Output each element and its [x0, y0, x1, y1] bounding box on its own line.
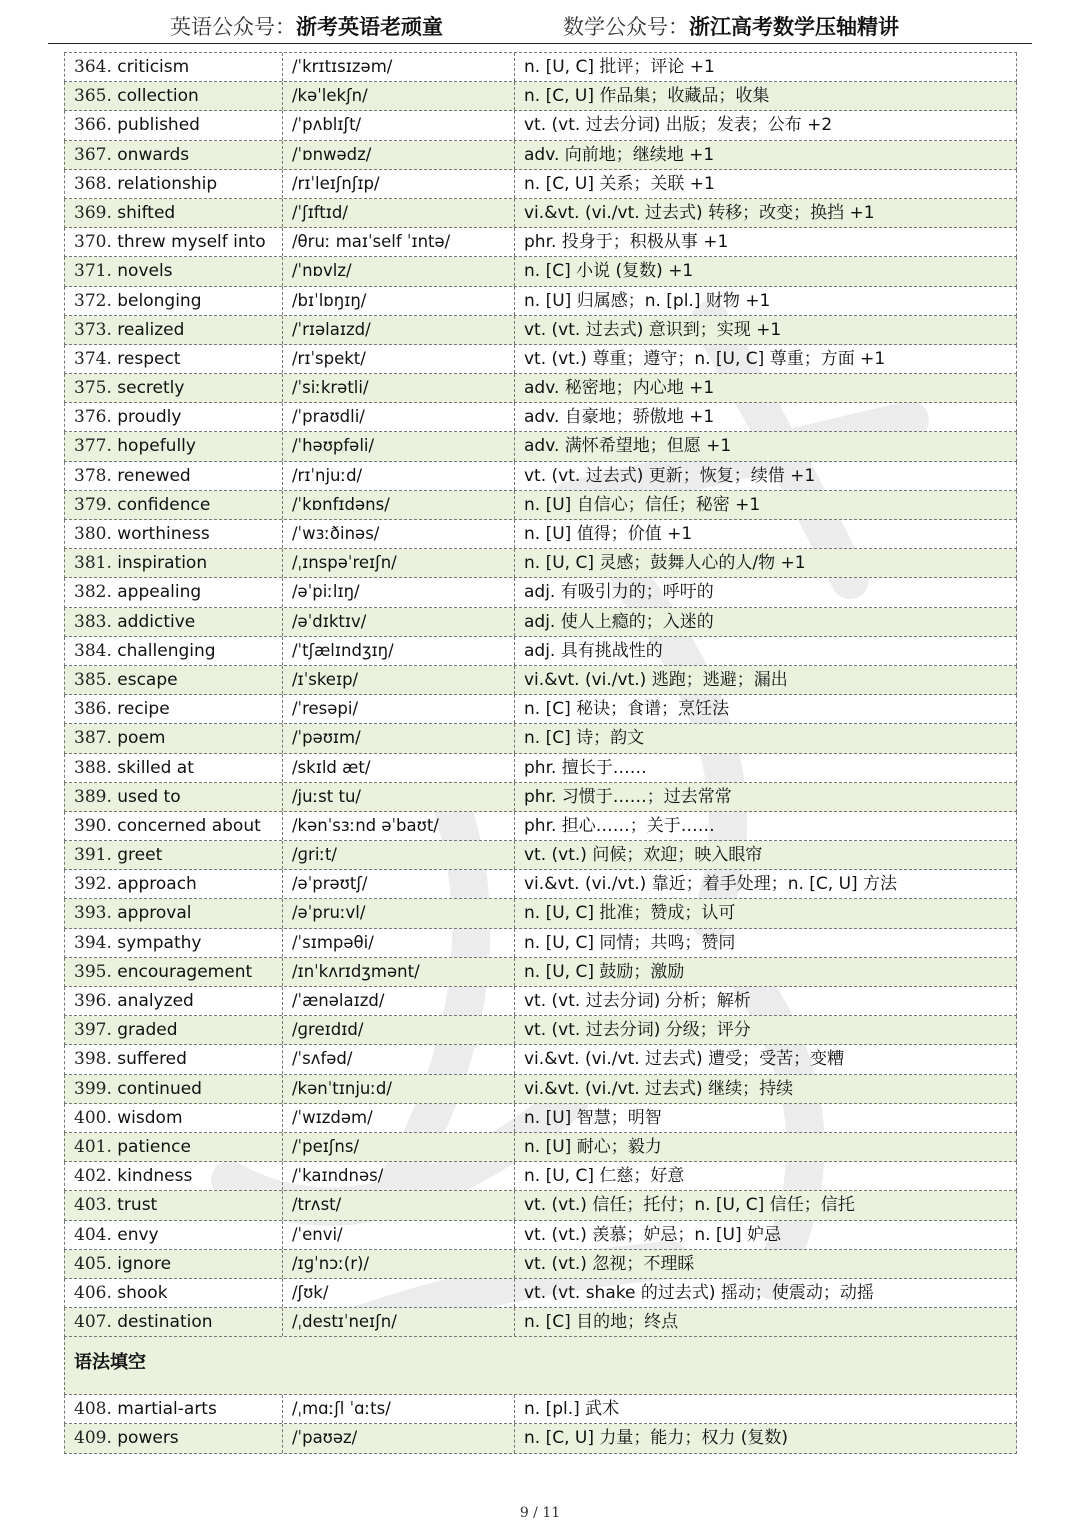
word-cell: [65, 608, 283, 636]
entry-number: 369.: [74, 202, 112, 223]
phonetic-cell: /rɪˈnjuːd/: [283, 462, 515, 490]
table-row: [64, 111, 1017, 140]
definition-cell: phr. 投身于；积极从事 +1: [524, 232, 729, 253]
definition-cell: vt. (vt. 过去式) 更新；恢复；续借 +1: [524, 465, 816, 486]
entry-word: shook: [117, 1282, 168, 1303]
entry-number: 389.: [74, 786, 112, 807]
entry-word: threw myself into: [117, 232, 266, 253]
english-account-prefix: 英语公众号：: [170, 15, 296, 39]
table-row: [64, 754, 1017, 783]
definition-cell: n. [U, C] 批准；赞成；认可: [524, 903, 736, 924]
table-row: [64, 1162, 1017, 1191]
definition-cell: n. [U, C] 鼓励；激励: [524, 961, 685, 982]
definition-cell: n. [U, C] 批评；评论 +1: [524, 57, 715, 77]
page-header: [0, 0, 1080, 44]
phonetic-cell: /ˈresəpi/: [283, 695, 515, 723]
entry-number: 370.: [74, 232, 112, 253]
phonetic-cell: /ˈtʃælɪndʒɪŋ/: [283, 637, 515, 665]
phonetic-cell: /ɡreɪdɪd/: [283, 1016, 515, 1044]
entry-word: relationship: [117, 173, 218, 194]
entry-number: 374.: [74, 348, 112, 369]
entry-number: 408.: [74, 1399, 112, 1420]
phonetic-cell: /ˈpraʊdli/: [283, 403, 515, 431]
entry-number: 405.: [74, 1253, 112, 1274]
table-row: [64, 82, 1017, 111]
definition-cell: vt. (vt. shake 的过去式) 摇动；使震动；动摇: [524, 1282, 874, 1303]
table-row: [64, 257, 1017, 286]
phonetic-cell: /ˈʃɪftɪd/: [283, 199, 515, 227]
entry-number: 396.: [74, 991, 112, 1011]
entry-word: shifted: [117, 202, 176, 223]
word-cell: [65, 257, 283, 285]
word-cell: [65, 841, 283, 869]
word-cell: [65, 1279, 283, 1307]
entry-number: 379.: [74, 494, 112, 515]
table-row: [64, 287, 1017, 316]
entry-number: 373.: [74, 319, 112, 340]
entry-word: approval: [117, 903, 192, 924]
word-cell: [65, 695, 283, 723]
table-row: [64, 1308, 1017, 1337]
phonetic-cell: /ˈsʌfəd/: [283, 1045, 515, 1073]
entry-word: onwards: [117, 144, 190, 165]
math-account-name: 浙江高考数学压轴精讲: [689, 15, 899, 39]
word-cell: [65, 724, 283, 752]
table-row: [64, 578, 1017, 607]
definition-cell: vi.&vt. (vi./vt. 过去式) 遭受；受苦；变糟: [524, 1049, 845, 1070]
entry-number: 395.: [74, 961, 112, 982]
entry-word: approach: [117, 874, 197, 895]
entry-word: graded: [117, 1020, 178, 1041]
phonetic-cell: /ˈsiːkrətli/: [283, 374, 515, 402]
definition-cell: vi.&vt. (vi./vt.) 靠近；着手处理；n. [C, U] 方法: [524, 874, 898, 895]
definition-cell: adv. 秘密地；内心地 +1: [524, 378, 715, 399]
phonetic-cell: /bɪˈlɒŋɪŋ/: [283, 287, 515, 315]
entry-number: 406.: [74, 1282, 112, 1303]
entry-word: inspiration: [117, 553, 208, 574]
table-row: [64, 228, 1017, 257]
word-cell: [65, 491, 283, 519]
entry-number: 398.: [74, 1049, 112, 1070]
entry-word: renewed: [117, 465, 191, 486]
entry-word: encouragement: [117, 961, 253, 982]
word-cell: [65, 1424, 283, 1452]
word-cell: [65, 637, 283, 665]
entry-number: 404.: [74, 1224, 112, 1245]
phonetic-cell: /skɪld æt/: [283, 754, 515, 782]
vocabulary-table: [64, 52, 1017, 1454]
entry-word: belonging: [117, 290, 202, 311]
entry-number: 393.: [74, 903, 112, 924]
entry-number: 402.: [74, 1166, 112, 1187]
phonetic-cell: /ɪɡˈnɔː(r)/: [283, 1250, 515, 1278]
definition-cell: vt. (vt. 过去分词) 分级；评分: [524, 1020, 751, 1041]
section-header-row: [64, 1337, 1017, 1395]
word-cell: [65, 53, 283, 81]
table-row: [64, 812, 1017, 841]
table-row: [64, 1045, 1017, 1074]
definition-cell: phr. 担心……；关于……: [524, 815, 715, 836]
phonetic-cell: /ˈrɪəlaɪzd/: [283, 316, 515, 344]
definition-cell: n. [U] 自信心；信任；秘密 +1: [524, 494, 761, 515]
entry-word: recipe: [117, 699, 170, 720]
table-row: [64, 1250, 1017, 1279]
phonetic-cell: /kənˈsɜːnd əˈbaʊt/: [283, 812, 515, 840]
table-row: [64, 170, 1017, 199]
entry-word: worthiness: [117, 524, 210, 544]
entry-number: 380.: [74, 524, 112, 544]
word-cell: [65, 1308, 283, 1336]
table-row: [64, 958, 1017, 987]
word-cell: [65, 316, 283, 344]
phonetic-cell: /rɪˈleɪʃnʃɪp/: [283, 170, 515, 198]
definition-cell: n. [U] 智慧；明智: [524, 1107, 662, 1128]
word-cell: [65, 1133, 283, 1161]
table-row: [64, 1395, 1017, 1424]
definition-cell: adj. 使人上瘾的；入迷的: [524, 611, 714, 632]
word-cell: [65, 82, 283, 110]
phonetic-cell: /ʃʊk/: [283, 1279, 515, 1307]
table-row: [64, 1075, 1017, 1104]
entry-word: challenging: [117, 640, 216, 661]
entry-word: martial-arts: [117, 1399, 217, 1420]
word-cell: [65, 899, 283, 927]
word-cell: [65, 432, 283, 460]
phonetic-cell: /ˈkrɪtɪsɪzəm/: [283, 53, 515, 81]
table-row: [64, 1104, 1017, 1133]
entry-number: 381.: [74, 553, 112, 574]
definition-cell: vt. (vt.) 尊重；遵守；n. [U, C] 尊重；方面 +1: [524, 348, 886, 369]
phonetic-cell: /θruː maɪˈself ˈɪntə/: [283, 228, 515, 256]
word-cell: [65, 1162, 283, 1190]
phonetic-cell: /ˈhəʊpfəli/: [283, 432, 515, 460]
vocabulary-rows-grammar: [64, 1395, 1017, 1453]
header-rule: [48, 43, 1032, 44]
table-row: [64, 1279, 1017, 1308]
entry-number: 376.: [74, 407, 112, 428]
entry-word: poem: [117, 728, 166, 749]
phonetic-cell: /ɪnˈkʌrɪdʒmənt/: [283, 958, 515, 986]
definition-cell: n. [C] 目的地；终点: [524, 1312, 679, 1333]
entry-word: proudly: [117, 407, 182, 428]
vocabulary-rows-main: [64, 53, 1017, 1337]
table-row: [64, 403, 1017, 432]
definition-cell: n. [C, U] 力量；能力；权力 (复数): [524, 1428, 789, 1449]
entry-word: novels: [117, 261, 173, 282]
entry-word: patience: [117, 1136, 191, 1157]
entry-number: 366.: [74, 115, 112, 136]
entry-word: collection: [117, 86, 199, 107]
word-cell: [65, 170, 283, 198]
entry-number: 397.: [74, 1020, 112, 1041]
word-cell: [65, 929, 283, 957]
word-cell: [65, 462, 283, 490]
entry-word: continued: [117, 1078, 202, 1099]
phonetic-cell: /ˌdestɪˈneɪʃn/: [283, 1308, 515, 1336]
phonetic-cell: /trʌst/: [283, 1191, 515, 1219]
definition-cell: n. [U, C] 仁慈；好意: [524, 1166, 685, 1187]
entry-number: 394.: [74, 932, 112, 953]
definition-cell: n. [C, U] 关系；关联 +1: [524, 173, 715, 194]
definition-cell: n. [U, C] 同情；共鸣；赞同: [524, 932, 736, 953]
english-account-name: 浙考英语老顽童: [296, 15, 443, 39]
definition-cell: phr. 习惯于……；过去常常: [524, 786, 732, 807]
word-cell: [65, 1104, 283, 1132]
entry-word: suffered: [117, 1049, 187, 1070]
entry-number: 372.: [74, 290, 112, 311]
entry-word: ignore: [117, 1253, 172, 1274]
table-row: [64, 637, 1017, 666]
phonetic-cell: /rɪˈspekt/: [283, 345, 515, 373]
table-row: [64, 53, 1017, 82]
entry-word: hopefully: [117, 436, 196, 457]
table-row: [64, 549, 1017, 578]
phonetic-cell: /əˈpruːvl/: [283, 899, 515, 927]
phonetic-cell: /ˈkaɪndnəs/: [283, 1162, 515, 1190]
phonetic-cell: /ˈpeɪʃns/: [283, 1133, 515, 1161]
phonetic-cell: /ˈsɪmpəθi/: [283, 929, 515, 957]
table-row: [64, 374, 1017, 403]
entry-word: concerned about: [117, 815, 261, 836]
phonetic-cell: /ˈenvi/: [283, 1221, 515, 1249]
table-row: [64, 695, 1017, 724]
entry-number: 386.: [74, 699, 112, 720]
page-number: 9 / 11: [519, 1505, 561, 1521]
entry-number: 377.: [74, 436, 112, 457]
definition-cell: vt. (vt. 过去分词) 出版；发表；公布 +2: [524, 115, 833, 136]
word-cell: [65, 1016, 283, 1044]
entry-word: greet: [117, 845, 163, 866]
phonetic-cell: /ˈænəlaɪzd/: [283, 987, 515, 1015]
entry-number: 407.: [74, 1312, 112, 1333]
entry-number: 384.: [74, 640, 112, 661]
word-cell: [65, 1191, 283, 1219]
definition-cell: vt. (vt.) 忽视；不理睬: [524, 1253, 695, 1274]
definition-cell: phr. 擅长于……: [524, 757, 647, 778]
entry-number: 371.: [74, 261, 112, 282]
definition-cell: adj. 具有挑战性的: [524, 640, 663, 661]
entry-number: 383.: [74, 611, 112, 632]
entry-number: 399.: [74, 1078, 112, 1099]
entry-word: powers: [117, 1428, 179, 1449]
table-row: [64, 666, 1017, 695]
entry-number: 388.: [74, 757, 112, 778]
table-row: [64, 870, 1017, 899]
table-row: [64, 1191, 1017, 1220]
phonetic-cell: /əˈpiːlɪŋ/: [283, 578, 515, 606]
word-cell: [65, 141, 283, 169]
phonetic-cell: /ˌɪnspəˈreɪʃn/: [283, 549, 515, 577]
entry-number: 400.: [74, 1107, 112, 1128]
definition-cell: vt. (vt.) 羡慕；妒忌；n. [U] 妒忌: [524, 1224, 782, 1245]
entry-word: destination: [117, 1312, 213, 1333]
entry-number: 385.: [74, 669, 112, 690]
phonetic-cell: /ˈkɒnfɪdəns/: [283, 491, 515, 519]
word-cell: [65, 870, 283, 898]
entry-number: 391.: [74, 845, 112, 866]
phonetic-cell: /ɪˈskeɪp/: [283, 666, 515, 694]
definition-cell: n. [U, C] 灵感；鼓舞人心的人/物 +1: [524, 553, 806, 574]
table-row: [64, 899, 1017, 928]
table-row: [64, 345, 1017, 374]
word-cell: [65, 374, 283, 402]
definition-cell: n. [U] 耐心；毅力: [524, 1136, 662, 1157]
table-row: [64, 316, 1017, 345]
word-cell: [65, 228, 283, 256]
entry-word: appealing: [117, 582, 202, 603]
definition-cell: n. [C] 秘诀；食谱；烹饪法: [524, 699, 730, 720]
entry-number: 403.: [74, 1195, 112, 1216]
phonetic-cell: /juːst tu/: [283, 783, 515, 811]
table-row: [64, 724, 1017, 753]
word-cell: [65, 1250, 283, 1278]
phonetic-cell: /ˈpaʊəz/: [283, 1424, 515, 1452]
phonetic-cell: /ˈpʌblɪʃt/: [283, 111, 515, 139]
entry-number: 375.: [74, 378, 112, 399]
entry-word: analyzed: [117, 991, 194, 1011]
table-row: [64, 520, 1017, 549]
entry-word: kindness: [117, 1166, 193, 1187]
table-row: [64, 432, 1017, 461]
entry-word: skilled at: [117, 757, 194, 778]
word-cell: [65, 403, 283, 431]
table-row: [64, 987, 1017, 1016]
word-cell: [65, 1221, 283, 1249]
definition-cell: vt. (vt. 过去分词) 分析；解析: [524, 991, 751, 1011]
word-cell: [65, 549, 283, 577]
table-row: [64, 491, 1017, 520]
word-cell: [65, 1075, 283, 1103]
word-cell: [65, 754, 283, 782]
phonetic-cell: /kənˈtɪnjuːd/: [283, 1075, 515, 1103]
table-row: [64, 783, 1017, 812]
entry-word: sympathy: [117, 932, 202, 953]
entry-word: confidence: [117, 494, 211, 515]
definition-cell: n. [U] 值得；价值 +1: [524, 524, 693, 544]
entry-word: envy: [117, 1224, 159, 1245]
phonetic-cell: /ˌmɑːʃl ˈɑːts/: [283, 1395, 515, 1423]
entry-number: 392.: [74, 874, 112, 895]
entry-word: criticism: [117, 57, 190, 77]
entry-word: trust: [117, 1195, 158, 1216]
entry-number: 364.: [74, 57, 112, 77]
word-cell: [65, 1395, 283, 1423]
definition-cell: adv. 满怀希望地；但愿 +1: [524, 436, 732, 457]
definition-cell: vi.&vt. (vi./vt.) 逃跑；逃避；漏出: [524, 669, 788, 690]
entry-word: respect: [117, 348, 181, 369]
math-account-label: [563, 13, 899, 41]
word-cell: [65, 111, 283, 139]
definition-cell: vi.&vt. (vi./vt. 过去式) 转移；改变；换挡 +1: [524, 202, 875, 223]
phonetic-cell: /əˈdɪktɪv/: [283, 608, 515, 636]
word-cell: [65, 1045, 283, 1073]
table-row: [64, 1016, 1017, 1045]
definition-cell: vt. (vt. 过去式) 意识到；实现 +1: [524, 319, 782, 340]
definition-cell: n. [C, U] 作品集；收藏品；收集: [524, 86, 770, 107]
definition-cell: n. [C] 小说 (复数) +1: [524, 261, 694, 282]
table-row: [64, 608, 1017, 637]
table-row: [64, 462, 1017, 491]
entry-number: 401.: [74, 1136, 112, 1157]
entry-number: 367.: [74, 144, 112, 165]
definition-cell: n. [U] 归属感；n. [pl.] 财物 +1: [524, 290, 771, 311]
word-cell: [65, 199, 283, 227]
table-row: [64, 929, 1017, 958]
definition-cell: adj. 有吸引力的；呼吁的: [524, 582, 714, 603]
word-cell: [65, 578, 283, 606]
phonetic-cell: /ˈpəʊɪm/: [283, 724, 515, 752]
word-cell: [65, 958, 283, 986]
word-cell: [65, 666, 283, 694]
definition-cell: vi.&vt. (vi./vt. 过去式) 继续；持续: [524, 1078, 794, 1099]
table-row: [64, 841, 1017, 870]
definition-cell: vt. (vt.) 问候；欢迎；映入眼帘: [524, 845, 763, 866]
table-row: [64, 141, 1017, 170]
entry-number: 378.: [74, 465, 112, 486]
entry-number: 382.: [74, 582, 112, 603]
phonetic-cell: /ˈnɒvlz/: [283, 257, 515, 285]
definition-cell: n. [pl.] 武术: [524, 1399, 620, 1420]
phonetic-cell: /ˈwɪzdəm/: [283, 1104, 515, 1132]
entry-number: 390.: [74, 815, 112, 836]
math-account-prefix: 数学公众号：: [563, 15, 689, 39]
definition-cell: adv. 向前地；继续地 +1: [524, 144, 715, 165]
word-cell: [65, 812, 283, 840]
word-cell: [65, 287, 283, 315]
entry-word: used to: [117, 786, 181, 807]
section-title: 语法填空: [74, 1352, 146, 1374]
entry-number: 409.: [74, 1428, 112, 1449]
phonetic-cell: /ˈwɜːðinəs/: [283, 520, 515, 548]
word-cell: [65, 783, 283, 811]
word-cell: [65, 987, 283, 1015]
definition-cell: adv. 自豪地；骄傲地 +1: [524, 407, 715, 428]
phonetic-cell: /kəˈlekʃn/: [283, 82, 515, 110]
entry-number: 365.: [74, 86, 112, 107]
table-row: [64, 1221, 1017, 1250]
phonetic-cell: /ɡriːt/: [283, 841, 515, 869]
entry-number: 368.: [74, 173, 112, 194]
english-account-label: [170, 13, 443, 41]
entry-word: addictive: [117, 611, 196, 632]
table-row: [64, 1133, 1017, 1162]
table-row: [64, 199, 1017, 228]
word-cell: [65, 520, 283, 548]
entry-word: escape: [117, 669, 178, 690]
definition-cell: n. [C] 诗；韵文: [524, 728, 645, 749]
entry-word: realized: [117, 319, 185, 340]
entry-number: 387.: [74, 728, 112, 749]
entry-word: secretly: [117, 378, 185, 399]
entry-word: wisdom: [117, 1107, 183, 1128]
word-cell: [65, 345, 283, 373]
phonetic-cell: /əˈprəʊtʃ/: [283, 870, 515, 898]
phonetic-cell: /ˈɒnwədz/: [283, 141, 515, 169]
table-row: [64, 1424, 1017, 1453]
entry-word: published: [117, 115, 200, 136]
definition-cell: vt. (vt.) 信任；托付；n. [U, C] 信任；信托: [524, 1195, 855, 1216]
